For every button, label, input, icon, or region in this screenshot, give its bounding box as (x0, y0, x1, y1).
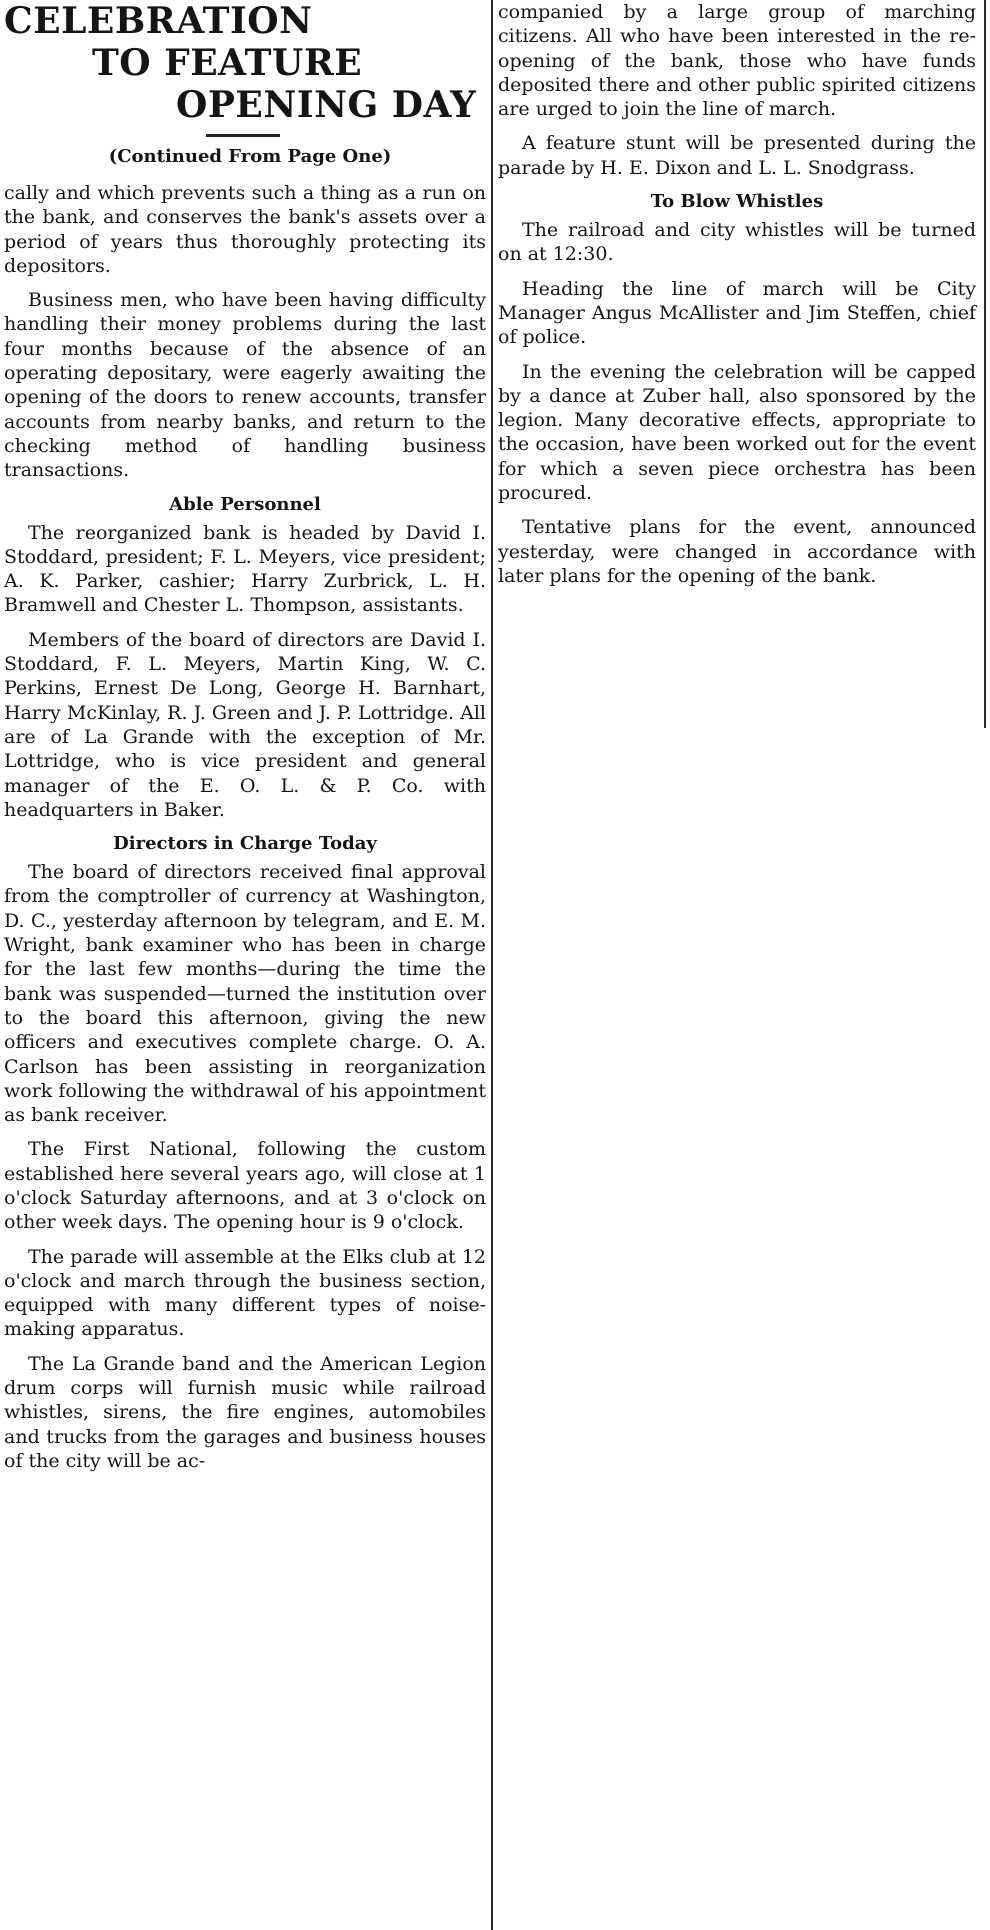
headline (4, 0, 486, 126)
paragraph: companied by a large group of marching citizens. All who have been interested in the re-opening of the bank, those who have funds deposited there and other public spirited citizens are urged to join the line of march. (498, 1, 976, 121)
column-divider-right (984, 0, 986, 728)
paragraph: The First National, following the custom established here several years ago, will close at 1 o'clock Saturday afternoons, and at 3 o'clock on other week days. The opening hour is 9 o'clock. (4, 1138, 486, 1234)
paragraph: In the evening the celebration will be capped by a dance at Zuber hall, also sponsored by the legion. Many decorative effects, appropriate to the occasion, have been worked out for the event for which a seven piece orchestra has been procured. (498, 360, 976, 505)
continued-note: (Continued From Page One) (108, 146, 392, 167)
left-column (4, 0, 486, 1930)
paragraph: cally and which prevents such a thing as a run on the bank, and conserves the bank's assets over a period of years thus thoroughly protecting its depositors. (4, 182, 486, 277)
column-divider-left (491, 0, 493, 1930)
paragraph: Tentative plans for the event, announced yesterday, were changed in accordance with later plans for the opening of the bank. (498, 516, 976, 587)
right-column (498, 0, 976, 736)
headline-line-1: CELEBRATION (4, 0, 313, 42)
paragraph: The reorganized bank is headed by David I. Stoddard, president; F. L. Meyers, vice president; A. K. Parker, cashier; Harry Zurbrick, L. H. Bramwell and Chester L. Thompson, assistants. (4, 521, 486, 617)
headline-line-3: OPENING DAY (176, 84, 477, 126)
paragraph: Heading the line of march will be City Manager Angus McAllister and Jim Steffen, chief of police. (498, 277, 976, 349)
paragraph: The railroad and city whistles will be turned on at 12:30. (498, 219, 976, 266)
paragraph: The parade will assemble at the Elks club at 12 o'clock and march through the business section, equipped with many different types of noise-making apparatus. (4, 1245, 486, 1341)
paragraph: The La Grande band and the American Legion drum corps will furnish music while railroad whistles, sirens, the fire engines, automobiles and trucks from the garages and business houses of the city will be ac- (4, 1352, 486, 1472)
subheading: Able Personnel (169, 493, 321, 515)
headline-divider (206, 134, 280, 137)
subheading: Directors in Charge Today (113, 833, 377, 855)
paragraph: Members of the board of directors are David I. Stoddard, F. L. Meyers, Martin King, W. C. Perkins, Ernest De Long, George H. Barnhart, Harry McKinlay, R. J. Green and J. P. Lottridge. All are of La Grande with the exception of Mr. Lottridge, who is vice president and general manager of the E. O. L. & P. Co. with headquarters in Baker. (4, 628, 486, 821)
paragraph: A feature stunt will be presented during the parade by H. E. Dixon and L. L. Snodgrass. (498, 132, 976, 179)
paragraph: Business men, who have been having difficulty handling their money problems during the last four months because of the absence of an operating depositary, were eagerly awaiting the opening of the doors to renew accounts, transfer accounts from nearby banks, and return to the checking method of handling business transactions. (4, 289, 486, 482)
paragraph: The board of directors received final approval from the comptroller of currency at Washington, D. C., yesterday afternoon by telegram, and E. M. Wright, bank examiner who has been in charge for the last few months—during the time the bank was suspended—turned the institution over to the board this afternoon, giving the new officers and executives complete charge. O. A. Carlson has been assisting in reorganization work following the withdrawal of his appointment as bank receiver. (4, 861, 486, 1127)
headline-line-2: TO FEATURE (92, 42, 363, 84)
subheading: To Blow Whistles (650, 191, 824, 213)
